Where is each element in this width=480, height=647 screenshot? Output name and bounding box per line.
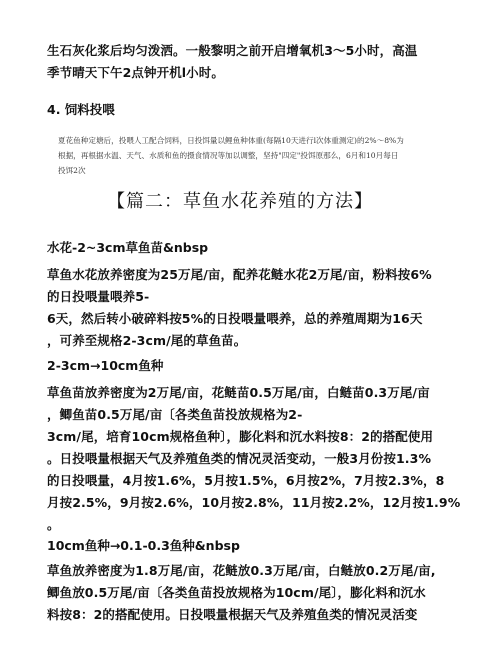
- text-line: 根据，再根据水温、天气、水质和鱼的摄食情况等加以调整，坚持"四定"投饵原那么，6月和10月每日: [58, 151, 399, 160]
- text-line: 的日投喂量喂养5-: [47, 289, 150, 304]
- text-line: 草鱼水花放养密度为25万尾/亩，配养花鲢水花2万尾/亩，粉料按6%: [47, 267, 432, 282]
- heading-feeding: 4. 饲料投喂: [47, 102, 115, 117]
- text-line: 月按2.5%，9月按2.6%，10月按2.8%，11月按2.2%，12月按1.9%: [47, 495, 461, 510]
- heading-fry-stage: 水花-2~3cm草鱼苗&nbsp: [47, 240, 209, 255]
- text-line: ，鲫鱼苗0.5万尾/亩〔各类鱼苗投放规格为2-: [47, 407, 303, 422]
- paragraph-aeration: [47, 40, 447, 84]
- paragraph-fry-stage: [47, 264, 447, 352]
- text-line: 生石灰化浆后均匀泼洒。一般黎明之前开启增氧机3～5小时，高温: [47, 43, 418, 58]
- text-line: 的日投喂量，4月按1.6%，5月按1.5%，6月按2%，7月按2.3%，8: [47, 473, 445, 488]
- text-line: 夏花鱼种定塘后，投喂人工配合饲料，日投饵量以鲤鱼种体重(每隔10天进行l次体重测定)的2%～8%为: [58, 136, 404, 145]
- text-line: 草鱼苗放养密度为2万尾/亩，花鲢苗0.5万尾/亩，白鲢苗0.3万尾/亩: [47, 385, 430, 400]
- text-line: 草鱼放养密度为1.8万尾/亩，花鲢放0.3万尾/亩，白鲢放0.2万尾/亩,: [47, 563, 436, 578]
- text-line: 季节晴天下午2点钟开机l小时。: [47, 65, 224, 80]
- text-line: 。: [47, 517, 60, 532]
- paragraph-grow-out-stage: [47, 560, 447, 626]
- text-line: 。日投喂量根据天气及养殖鱼类的情况灵活变动，一般3月份按1.3%: [47, 451, 432, 466]
- heading-grow-out-stage: 10cm鱼种→0.1-0.3鱼种&nbsp: [47, 538, 240, 553]
- paragraph-fingerling-stage: [47, 382, 461, 536]
- heading-fingerling-stage: 2-3cm→10cm鱼种: [47, 358, 164, 373]
- text-line: ，可养至规格2-3cm/尾的草鱼苗。: [47, 333, 247, 348]
- paragraph-small-feeding: [58, 133, 448, 178]
- text-line: 鲫鱼放0.5万尾/亩〔各类鱼苗投放规格为10cm/尾〕，膨化料和沉水: [47, 585, 426, 600]
- text-line: 料按8：2的搭配使用。日投喂量根据天气及养殖鱼类的情况灵活变: [47, 607, 418, 622]
- section-title: 【篇二：草鱼水花养殖的方法】: [107, 191, 373, 212]
- text-line: 投饵2次: [58, 166, 86, 175]
- text-line: 6天，然后转小破碎料按5%的日投喂量喂养，总的养殖周期为16天: [47, 311, 423, 326]
- text-line: 3cm/尾，培育10cm规格鱼种〕，膨化料和沉水料按8：2的搭配使用: [47, 429, 434, 444]
